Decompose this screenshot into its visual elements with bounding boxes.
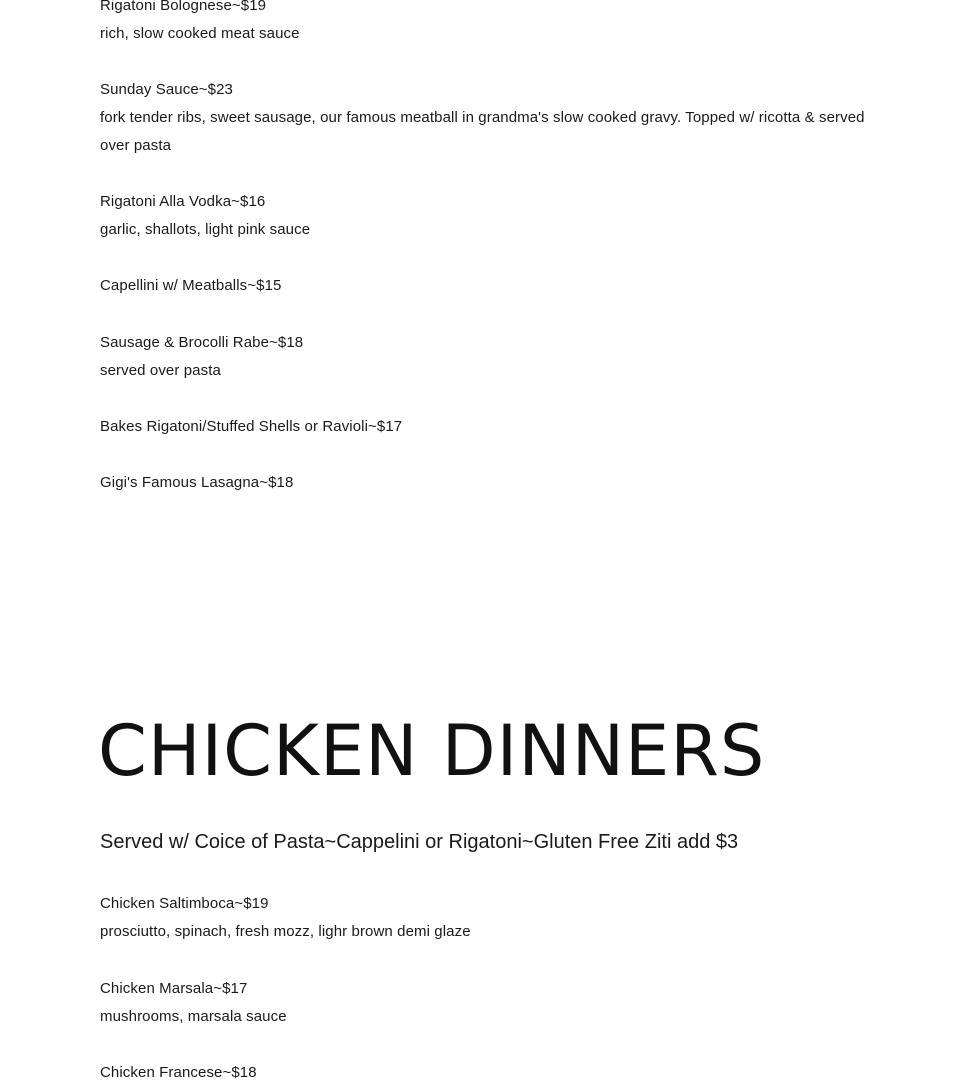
menu-item-name: Gigi's Famous Lasagna~$18 [100,474,294,491]
menu-item [100,890,870,946]
menu-item-description: fork tender ribs, sweet sausage, our famous meatball in grandma's slow cooked gravy. Topped w/ ricotta & served over pasta [100,109,865,154]
menu-item-name: Chicken Saltimboca~$19 [100,895,269,912]
section-subtitle: Served w/ Coice of Pasta~Cappelini or Rigatoni~Gluten Free Ziti add $3 [100,831,739,853]
menu-item [100,272,870,300]
menu-item [100,329,870,385]
menu-item [100,188,870,244]
menu-item-name: Rigatoni Bolognese~$19 [100,0,267,14]
menu-item [100,975,870,1031]
menu-item [100,0,870,48]
menu-item [100,76,870,160]
menu-item [100,469,870,497]
menu-item-name: Rigatoni Alla Vodka~$16 [100,193,266,210]
menu-item-name: Chicken Marsala~$17 [100,980,248,997]
menu-item-name: Bakes Rigatoni/Stuffed Shells or Ravioli~$17 [100,418,403,435]
menu-item-description: mushrooms, marsala sauce [100,1008,287,1025]
section-title: CHICKEN DINNERS [98,710,766,792]
menu-item-name: Sunday Sauce~$23 [100,81,233,98]
menu-item-description: garlic, shallots, light pink sauce [100,221,311,238]
menu-item-name: Capellini w/ Meatballs~$15 [100,277,282,294]
menu-item-description: rich, slow cooked meat sauce [100,25,300,42]
menu-item-description: served over pasta [100,362,221,379]
menu-item [100,413,870,441]
menu-item-name: Sausage & Brocolli Rabe~$18 [100,334,304,351]
menu-item-name: Chicken Francese~$18 [100,1064,257,1081]
menu-item-description: prosciutto, spinach, fresh mozz, lighr brown demi glaze [100,923,471,940]
